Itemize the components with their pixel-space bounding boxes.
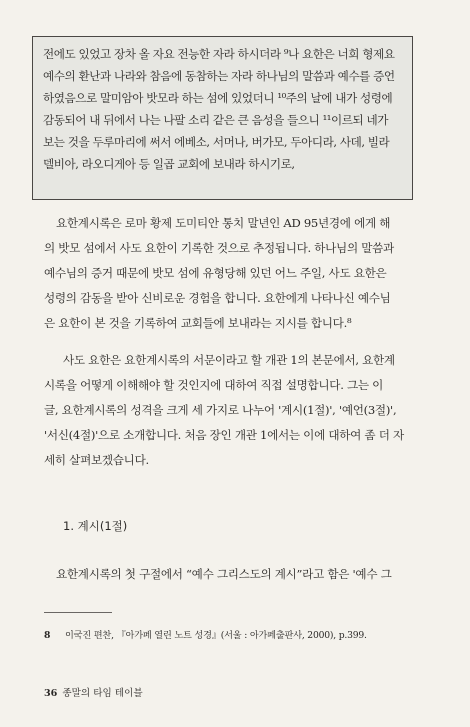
paragraph-line: 세히 살펴보겠습니다. xyxy=(44,453,149,467)
footnote xyxy=(44,627,367,641)
section-heading: 1. 계시(1절) xyxy=(63,519,128,533)
paragraph-line: 은 요한이 본 것을 기록하여 교회들에 보내라는 지시를 합니다.⁸ xyxy=(44,316,352,330)
body-paragraph-2 xyxy=(44,348,430,473)
paragraph-line: 의 밧모 섬에서 사도 요한이 기록한 것으로 추정됩니다. 하나님의 말씀과 xyxy=(44,241,394,255)
paragraph-line: 사도 요한은 요한계시록의 서문이라고 할 개관 1의 본문에서, 요한계 xyxy=(63,353,395,367)
paragraph-line: 시록을 어떻게 이해해야 할 것인지에 대하여 직접 설명합니다. 그는 이 xyxy=(44,378,384,392)
scripture-quote-box xyxy=(32,36,413,200)
footnote-text: 이국진 편찬, 『아가페 열린 노트 성경』(서울 : 아가페출판사, 2000), p.399. xyxy=(65,630,367,641)
quote-line: 예수의 환난과 나라와 참음에 동참하는 자라 하나님의 말씀과 예수를 증언 xyxy=(43,69,395,83)
paragraph-line: 요한계시록은 로마 황제 도미티안 통치 말년인 AD 95년경에 에게 해 xyxy=(56,216,391,230)
paragraph-line: 글, 요한계시록의 성격을 크게 세 가지로 나누어 '계시(1절)', '예언(3절)', xyxy=(44,403,397,417)
footnote-divider xyxy=(44,612,112,613)
quote-line: 전에도 있었고 장차 올 자요 전능한 자라 하시더라 ⁹나 요한은 너희 형제요 xyxy=(43,47,395,61)
body-paragraph-1 xyxy=(44,211,430,336)
body-paragraph-3 xyxy=(44,562,430,587)
running-title: 종말의 타임 테이블 xyxy=(62,688,143,699)
paragraph-line: 예수님의 증거 때문에 밧모 섬에 유형당해 있던 어느 주일, 사도 요한은 xyxy=(44,266,387,280)
page-number: 36 xyxy=(44,688,58,699)
paragraph-line: 성령의 감동을 받아 신비로운 경험을 합니다. 요한에게 나타나신 예수님 xyxy=(44,291,391,305)
quote-line: 보는 것을 두루마리에 써서 에베소, 서머나, 버가모, 두아디라, 사데, 빌라 xyxy=(43,135,390,149)
page-footer xyxy=(44,685,143,699)
footnote-number: 8 xyxy=(44,630,51,641)
quote-line: 감동되어 내 뒤에서 나는 나팔 소리 같은 큰 음성을 들으니 ¹¹이르되 네가 xyxy=(43,113,388,127)
quote-line: 하였음으로 말미암아 밧모라 하는 섬에 있었더니 ¹⁰주의 날에 내가 성령에 xyxy=(43,91,393,105)
quote-line: 델비아, 라오디게아 등 일곱 교회에 보내라 하시기로, xyxy=(43,157,295,171)
paragraph-line: 요한계시록의 첫 구절에서 “예수 그리스도의 계시”라고 함은 '예수 그 xyxy=(56,567,392,581)
paragraph-line: '서신(4절)'으로 소개합니다. 처음 장인 개관 1에서는 이에 대하여 좀 더 자 xyxy=(44,428,404,442)
